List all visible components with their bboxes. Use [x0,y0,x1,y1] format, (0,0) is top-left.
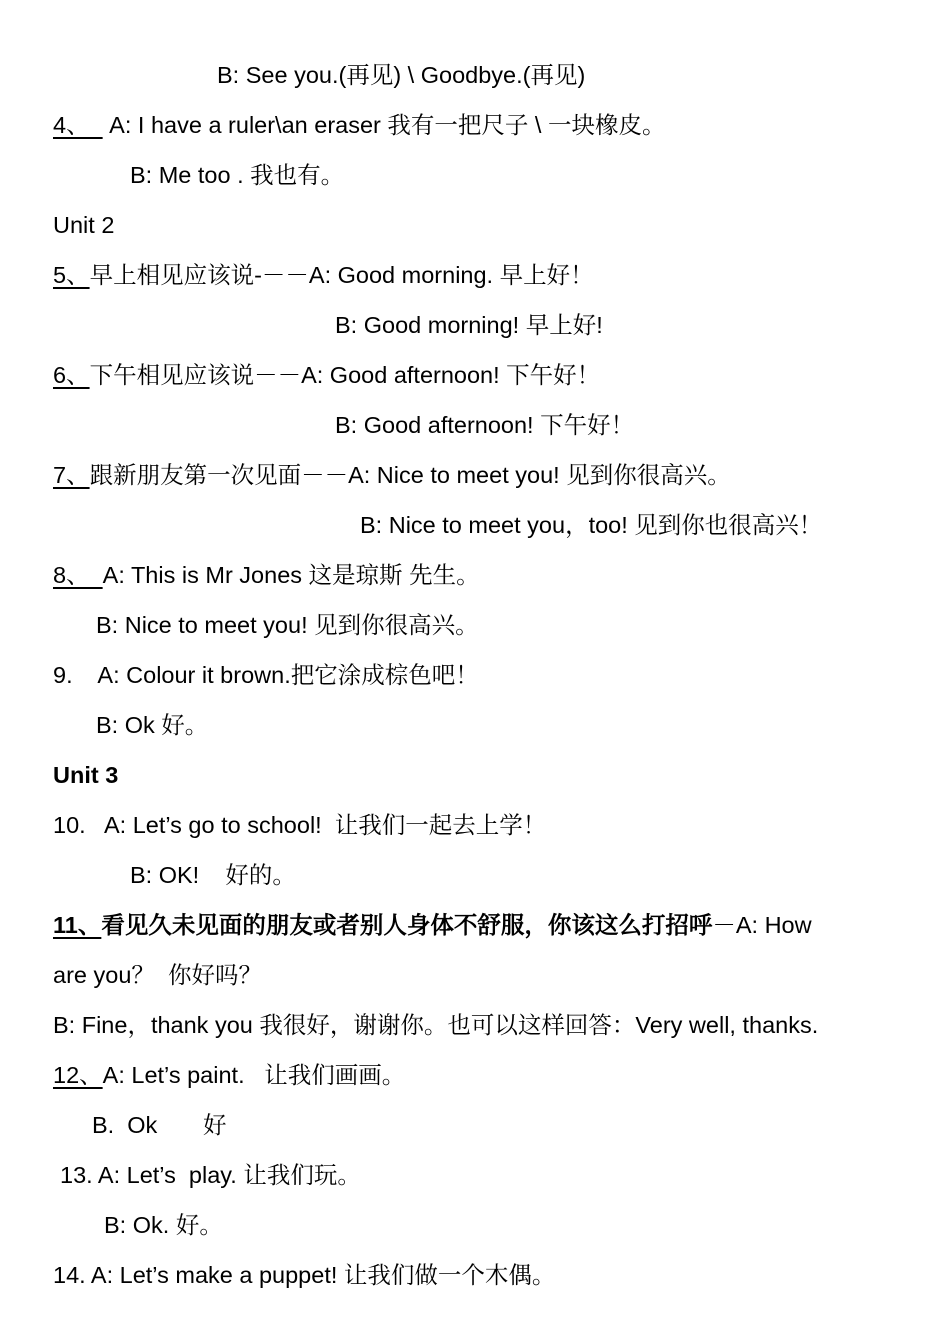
item-number: 7、 [53,462,90,488]
dialogue-line: B: Good afternoon! 下午好！ [335,412,635,438]
dialogue-line: B. Ok 好 [92,1112,227,1138]
dialogue-line: B: OK! 好的。 [130,862,296,888]
dialogue-line: B: Nice to meet you! 见到你很高兴。 [96,612,479,638]
dialogue-line: 9. A: Colour it brown.把它涂成棕色吧！ [53,662,479,688]
dialogue-line: 10. A: Let’s go to school! 让我们一起去上学！ [53,812,547,838]
item-number: 11、 [53,912,102,938]
dialogue-line: 8、 A: This is Mr Jones 这是琼斯 先生。 [53,562,480,588]
dialogue-line: 6、下午相见应该说－－A: Good afternoon! 下午好！ [53,362,601,388]
dialogue-line: 5、早上相见应该说-－－A: Good morning. 早上好！ [53,262,594,288]
dialogue-line: B: Fine，thank you 我很好，谢谢你。也可以这样回答：Very well, thanks. [53,1012,819,1038]
dialogue-line: 12、A: Let’s paint. 让我们画画。 [53,1062,406,1088]
dialogue-line: B: Nice to meet you，too! 见到你也很高兴！ [360,512,823,538]
dialogue-line: 11、看见久未见面的朋友或者别人身体不舒服，你该这么打招呼－A: How [53,912,812,938]
dialogue-line: B: Ok. 好。 [104,1212,223,1238]
dialogue-line: 14. A: Let’s make a puppet! 让我们做一个木偶。 [53,1262,556,1288]
item-number: 5、 [53,262,90,288]
item-number: 4、 [53,112,103,138]
unit-heading: Unit 2 [53,212,115,238]
item-number: 6、 [53,362,90,388]
item-number: 12、 [53,1062,103,1088]
dialogue-line: 7、跟新朋友第一次见面－－A: Nice to meet you! 见到你很高兴。 [53,462,731,488]
unit-heading: Unit 3 [53,762,119,788]
dialogue-line: are you？ 你好吗？ [53,962,262,988]
dialogue-line: B: Good morning! 早上好! [335,312,603,338]
dialogue-line: 4、 A: I have a ruler\an eraser 我有一把尺子 \ 一块橡皮。 [53,112,666,138]
dialogue-line: B: Me too . 我也有。 [130,162,345,188]
dialogue-line: B: See you.(再见) \ Goodbye.(再见) [217,62,586,88]
dialogue-line: 13. A: Let’s play. 让我们玩。 [60,1162,361,1188]
item-number: 8、 [53,562,103,588]
dialogue-line: B: Ok 好。 [96,712,209,738]
